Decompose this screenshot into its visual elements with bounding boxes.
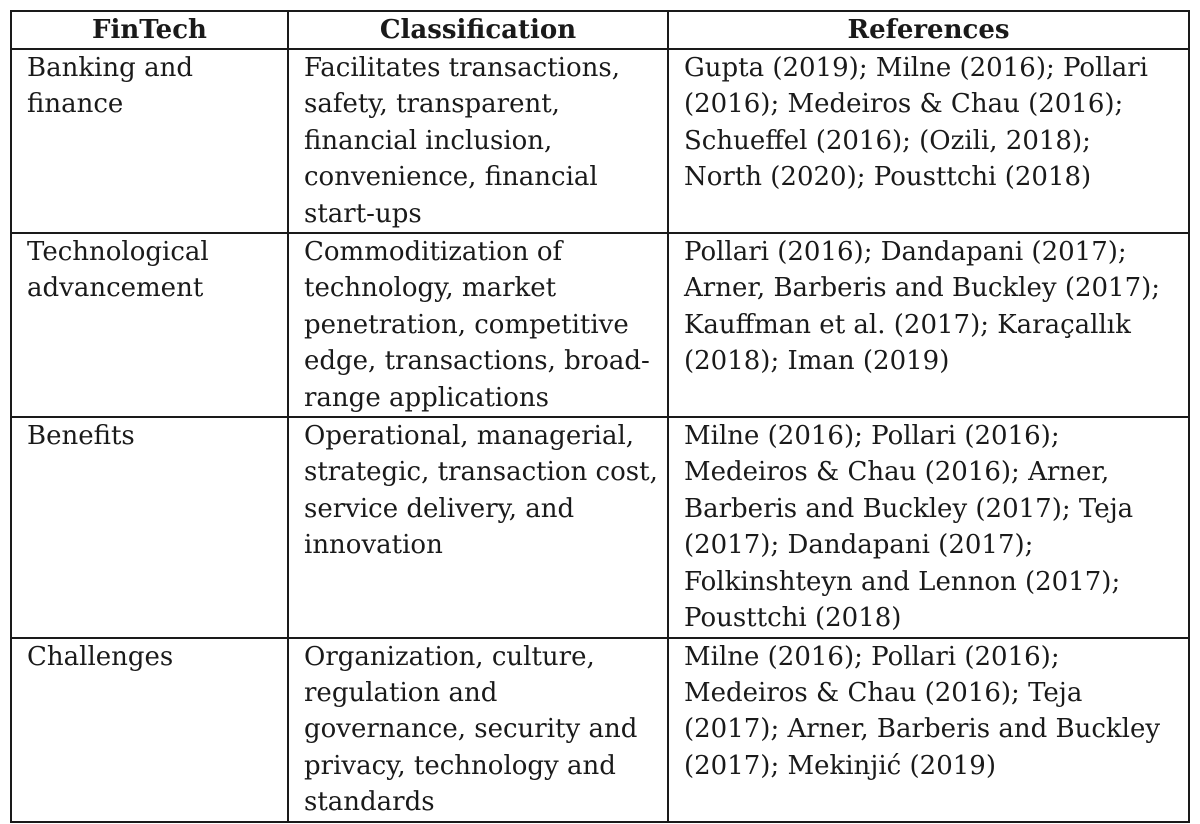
cell-line: (2017); Dandapani (2017); [684,530,1034,561]
references-cell [668,417,1189,637]
table-row [11,417,1189,637]
header-row [11,11,1189,49]
cell-line: Arner, Barberis and Buckley (2017); [684,273,1161,304]
cell-line: Folkinshteyn and Lennon (2017); [684,566,1121,597]
cell-line: Schueffel (2016); (Ozili, 2018); [684,125,1091,156]
cell-line: Facilitates transactions, [304,53,620,83]
header-classification: Classification [288,11,668,49]
cell-line: innovation [304,530,443,561]
cell-line: standards [304,787,435,818]
fintech-cell [11,417,288,637]
cell-line: safety, transparent, [304,89,560,120]
cell-line: financial inclusion, [304,125,553,156]
cell-line: North (2020); Pousttchi (2018) [684,162,1092,193]
cell-line: privacy, technology and [304,750,616,781]
cell-line: strategic, transaction cost, [304,457,658,488]
table-row [11,233,1189,417]
cell-line: Organization, culture, [304,641,595,672]
fintech-cell [11,49,288,233]
cell-line: (2017); Mekinjić (2019) [684,750,996,781]
references-cell [668,233,1189,417]
cell-line: Medeiros & Chau (2016); Arner, [684,457,1110,488]
cell-line: finance [27,89,124,120]
references-cell [668,638,1189,822]
cell-line: technology, market [304,273,557,304]
cell-line: edge, transactions, broad- [304,346,650,377]
table-row [11,638,1189,822]
cell-line: penetration, competitive [304,309,629,340]
cell-line: Kauffman et al. (2017); Karaçallık [684,309,1131,340]
cell-line: Gupta (2019); Milne (2016); Pollari [684,53,1148,83]
cell-line: Technological [27,237,209,268]
references-cell [668,49,1189,233]
cell-line: (2016); Medeiros & Chau (2016); [684,89,1124,120]
cell-line: service delivery, and [304,493,575,524]
cell-line: Barberis and Buckley (2017); Teja [684,493,1134,524]
cell-line: start-ups [304,198,422,229]
cell-line: Milne (2016); Pollari (2016); [684,421,1060,452]
fintech-cell [11,233,288,417]
cell-line: range applications [304,382,549,413]
cell-line: Pousttchi (2018) [684,603,902,634]
header-references: References [668,11,1189,49]
classification-cell [288,233,668,417]
cell-line: governance, security and [304,714,638,745]
classification-cell [288,417,668,637]
cell-line: Operational, managerial, [304,421,635,452]
cell-line: Pollari (2016); Dandapani (2017); [684,237,1127,268]
cell-line: Milne (2016); Pollari (2016); [684,641,1060,672]
cell-line: Banking and [27,53,193,83]
cell-line: (2017); Arner, Barberis and Buckley [684,714,1161,745]
cell-line: Benefits [27,421,135,452]
cell-line: Medeiros & Chau (2016); Teja [684,677,1083,708]
cell-line: advancement [27,273,204,304]
header-fintech: FinTech [11,11,288,49]
fintech-table [10,10,1190,823]
cell-line: convenience, financial [304,162,598,193]
cell-line: regulation and [304,677,498,708]
classification-cell [288,49,668,233]
cell-line: Commoditization of [304,237,563,268]
table-row [11,49,1189,233]
classification-cell [288,638,668,822]
cell-line: Challenges [27,641,174,672]
fintech-cell [11,638,288,822]
cell-line: (2018); Iman (2019) [684,346,950,377]
